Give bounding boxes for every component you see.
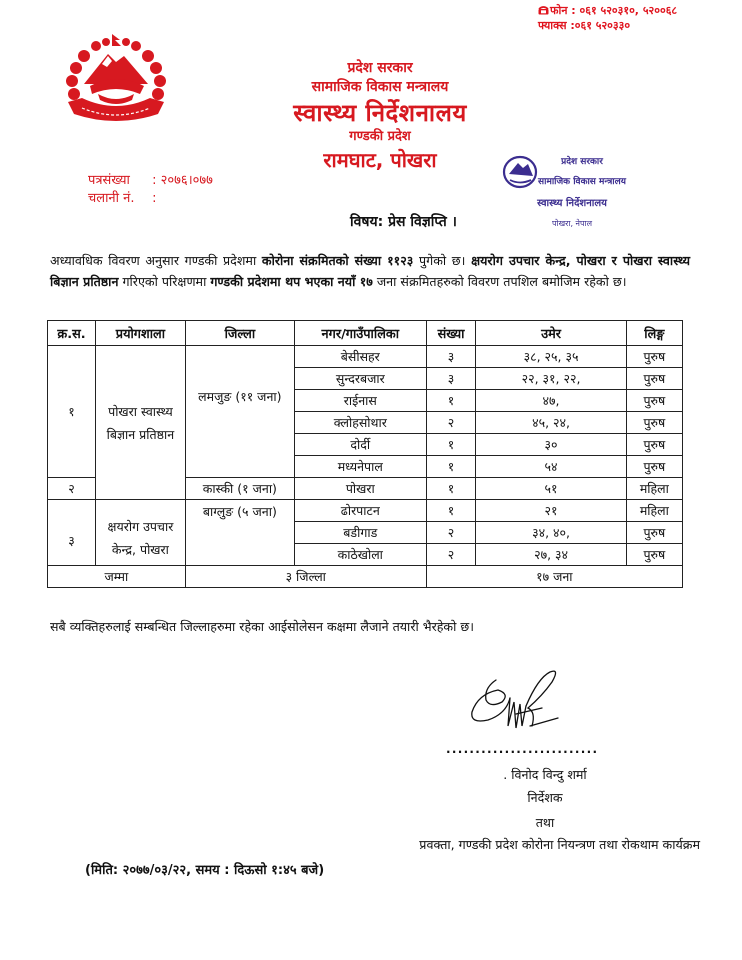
cell-gender: पुरुष [626,544,682,566]
dispatch-number-row: चलानी नं. : [88,191,157,206]
col-header-age: उमेर [476,321,626,346]
cell-sn: १ [48,346,96,478]
phone-line: फोन : ०६१ ५२०३१०, ५२००६८ [538,3,677,18]
cell-count: १ [426,390,476,412]
letter-number-value: २०७६।०७७ [160,173,213,188]
cases-table [47,320,683,588]
handwritten-signature [466,668,576,738]
cell-sn: २ [48,478,96,500]
nepal-emblem-logo [62,34,170,124]
cell-gender: पुरुष [626,434,682,456]
cell-ages: ४५, २४, [476,412,626,434]
para-text-3: गरिएको परिक्षणमा [118,274,211,289]
date-time-line: (मिति: २०७७/०३/२२, समय : दिऊसो १:४५ बजे) [85,863,325,878]
stamp-line-1: प्रदेश सरकार [561,157,603,167]
cell-lab: पोखरा स्वास्थ्य बिज्ञान प्रतिष्ठान [96,346,186,500]
dispatch-number-label: चलानी नं. [88,191,135,206]
table-row [48,346,683,368]
para-text-1: अध्यावधिक विवरण अनुसार गण्डकी प्रदेशमा [50,253,262,268]
table-header-row [48,321,683,346]
cell-municipality: क्लोहसोथार [294,412,426,434]
subject-line: विषय: प्रेस विज्ञप्ति । [350,214,457,230]
cell-gender: महिला [626,500,682,522]
total-persons: १७ जना [426,566,682,588]
cell-count: १ [426,500,476,522]
cell-municipality: सुन्दरबजार [294,368,426,390]
cell-district: लमजुङ (११ जना) [185,346,294,478]
cell-district: बाग्लुङ (५ जना) [185,500,294,566]
para-bold-new-cases: गण्डकी प्रदेशमा थप भएका नयाँ १७ [210,274,373,289]
cell-count: ३ [426,346,476,368]
table-total-row [48,566,683,588]
cell-ages: ३८, २५, ३५ [476,346,626,368]
cell-ages: ३४, ४०, [476,522,626,544]
stamp-line-4: पोखरा, नेपाल [551,219,593,228]
header-line-province-govt: प्रदेश सरकार [347,60,413,76]
col-header-gender: लिङ्ग [626,321,682,346]
total-districts: ३ जिल्ला [185,566,426,588]
cell-ages: २१ [476,500,626,522]
cell-gender: पुरुष [626,346,682,368]
header-line-ministry: सामाजिक विकास मन्त्रालय [311,79,449,95]
cell-municipality: राईनास [294,390,426,412]
cell-sn: ३ [48,500,96,566]
cell-count: १ [426,456,476,478]
signatory-role: प्रवक्ता, गण्डकी प्रदेश कोरोना नियन्त्रण तथा रोकथाम कार्यक्रम [419,837,700,852]
cell-gender: पुरुष [626,390,682,412]
para-bold-labs: क्षयरोग उपचार केन्द्र, पोखरा र पोखरा स्वास्थ्य बिज्ञान प्रतिष्ठान [50,253,691,289]
cell-gender: पुरुष [626,368,682,390]
cell-ages: ५४ [476,456,626,478]
col-header-district: जिल्ला [185,321,294,346]
letter-number-row: पत्रसंख्या : २०७६।०७७ [88,173,213,188]
cell-gender: पुरुष [626,456,682,478]
cell-count: २ [426,544,476,566]
reference-block [88,172,213,208]
col-header-count: संख्या [426,321,476,346]
cell-count: १ [426,434,476,456]
isolation-note: सबै व्यक्तिहरुलाई सम्बन्धित जिल्लाहरुमा रहेका आईसोलेसन कक्षमा लैजाने तयारी भैरहेको छ। [50,619,474,634]
fax-number: ०६१ ५२०३३० [574,19,631,32]
stamp-line-3: स्वास्थ्य निर्देशनालय [537,198,607,209]
official-stamp [500,150,630,234]
cell-count: १ [426,478,476,500]
header-line-province: गण्डकी प्रदेश [349,129,411,144]
signatory-conjunction: तथा [535,815,555,830]
cell-count: ३ [426,368,476,390]
total-label: जम्मा [48,566,186,588]
cell-gender: पुरुष [626,412,682,434]
cell-ages: ५१ [476,478,626,500]
cell-ages: ३० [476,434,626,456]
cell-ages: २७, ३४ [476,544,626,566]
para-text-4: जना संक्रमितहरुको विवरण तपशिल बमोजिम रहेको छ। [372,274,627,289]
cell-ages: ४७, [476,390,626,412]
phone-number: ०६१ ५२०३१०, ५२००६८ [579,4,678,17]
col-header-lab: प्रयोगशाला [96,321,186,346]
cell-municipality: दोर्दी [294,434,426,456]
body-paragraph [50,250,690,292]
cell-municipality: मध्यनेपाल [294,456,426,478]
cell-municipality: पोखरा [294,478,426,500]
letter-number-label: पत्रसंख्या [88,173,130,188]
header-line-directorate: स्वास्थ्य निर्देशनालय [293,99,467,127]
fax-label: फ्याक्स [538,19,567,32]
signature-dotted-line: .......................... [446,742,599,756]
cell-count: २ [426,412,476,434]
stamp-line-2: सामाजिक विकास मन्त्रालय [538,177,626,187]
cell-gender: महिला [626,478,682,500]
cell-municipality: ढोरपाटन [294,500,426,522]
signatory-title: निर्देशक [527,790,563,805]
signatory-name: . विनोद विन्दु शर्मा [503,767,587,782]
cell-municipality: बडीगाड [294,522,426,544]
phone-label: फोन [550,4,568,17]
cell-district: कास्की (१ जना) [185,478,294,500]
table-row [48,500,683,522]
contact-info [538,3,677,33]
cell-ages: २२, ३१, २२, [476,368,626,390]
fax-line: फ्याक्स :०६१ ५२०३३० [538,19,631,32]
para-text-2: पुगेको छ। [413,253,472,268]
cell-gender: पुरुष [626,522,682,544]
header-line-address: रामघाट, पोखरा [323,148,437,172]
cell-lab: क्षयरोग उपचार केन्द्र, पोखरा [96,500,186,566]
telephone-icon [538,6,549,15]
para-bold-case-count: कोरोना संक्रमितको संख्या ११२३ [261,253,414,268]
col-header-sn: क्र.स. [48,321,96,346]
cell-count: २ [426,522,476,544]
cell-municipality: बेसीसहर [294,346,426,368]
col-header-municipality: नगर/गाउँपालिका [294,321,426,346]
cell-municipality: काठेखोला [294,544,426,566]
